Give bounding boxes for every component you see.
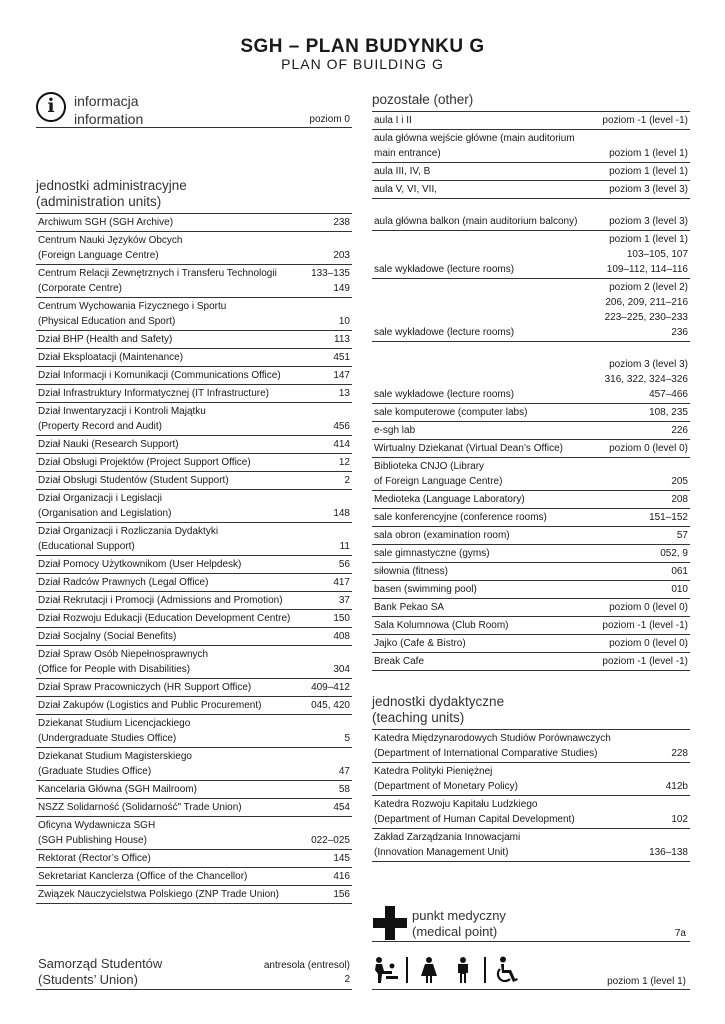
row-location: 416 xyxy=(333,871,350,882)
row-name: Zakład Zarządzania Innowacjami (Innovation Management Unit) xyxy=(374,832,521,858)
info-icon: i xyxy=(36,92,66,122)
table-row xyxy=(372,404,690,422)
table-row xyxy=(372,231,690,279)
other-section xyxy=(372,92,690,671)
row-name: aula I i II xyxy=(374,115,412,126)
row-name: Dział Rozwoju Edukacji (Education Development Centre) xyxy=(38,613,291,624)
teaching-units-table xyxy=(372,730,690,862)
table-row xyxy=(372,617,690,635)
table-row xyxy=(372,509,690,527)
medical-point-label: punkt medyczny xyxy=(412,908,506,923)
row-location: 13 xyxy=(338,388,350,399)
row-name: Rektorat (Rector’s Office) xyxy=(38,853,151,864)
table-row xyxy=(36,436,352,454)
row-name: sale wykładowe (lecture rooms) xyxy=(374,264,515,275)
row-location: 208 xyxy=(671,494,688,505)
row-name: Dział Nauki (Research Support) xyxy=(38,439,179,450)
row-name: Dział Socjalny (Social Benefits) xyxy=(38,631,177,642)
row-name: Katedra Polityki Pieniężnej (Department of Monetary Policy) xyxy=(374,766,518,792)
row-location: 10 xyxy=(338,316,350,327)
table-row xyxy=(36,349,352,367)
table-row xyxy=(372,112,690,130)
table-row xyxy=(372,491,690,509)
row-location: poziom -1 (level -1) xyxy=(602,620,688,631)
row-location: 228 xyxy=(671,748,688,759)
row-location: 454 xyxy=(333,802,350,813)
table-row xyxy=(36,367,352,385)
students-union-name: Samorząd Studentów xyxy=(38,956,163,971)
row-name: Dział Obsługi Projektów (Project Support Office) xyxy=(38,457,251,468)
table-row xyxy=(36,385,352,403)
row-location: poziom -1 (level -1) xyxy=(602,115,688,126)
row-location: 226 xyxy=(671,425,688,436)
table-row xyxy=(36,574,352,592)
row-name: Dziekanat Studium Magisterskiego (Graduate Studies Office) xyxy=(38,751,192,777)
row-location: 145 xyxy=(333,853,350,864)
row-location: 11 xyxy=(339,541,350,552)
row-location: 133–135 149 xyxy=(311,268,350,294)
row-location: 417 xyxy=(333,577,350,588)
other-heading: pozostałe (other) xyxy=(372,92,690,112)
row-location: poziom 1 (level 1) 103–105, 107 109–112, 114–116 xyxy=(606,234,688,275)
row-name: Dziekanat Studium Licencjackiego (Undergraduate Studies Office) xyxy=(38,718,191,744)
teaching-units-heading: jednostki dydaktyczne (teaching units) xyxy=(372,694,690,730)
table-row xyxy=(372,440,690,458)
restrooms xyxy=(372,956,690,990)
row-location: 56 xyxy=(338,559,350,570)
row-location: poziom 0 (level 0) xyxy=(609,638,688,649)
row-location: 412b xyxy=(665,781,688,792)
row-name: Dział Eksploatacji (Maintenance) xyxy=(38,352,184,363)
table-row xyxy=(36,403,352,436)
table-row xyxy=(372,763,690,796)
row-location: 203 xyxy=(333,250,350,261)
row-location: 045, 420 xyxy=(311,700,350,711)
row-name: Biblioteka CNJO (Library of Foreign Language Centre) xyxy=(374,461,503,487)
row-location: 408 xyxy=(333,631,350,642)
table-row xyxy=(36,799,352,817)
row-name: aula główna wejście główne (main auditorium main entrance) xyxy=(374,133,575,159)
row-location: 022–025 xyxy=(311,835,350,846)
row-name: Dział Obsługi Studentów (Student Support) xyxy=(38,475,229,486)
information-level: poziom 0 xyxy=(309,114,350,125)
row-location: 414 xyxy=(333,439,350,450)
table-row xyxy=(36,679,352,697)
table-row xyxy=(372,829,690,862)
medical-point-label-en: (medical point) xyxy=(412,924,498,939)
row-name: Jajko (Cafe & Bistro) xyxy=(374,638,466,649)
table-row xyxy=(36,817,352,850)
row-name: Dział Organizacji i Rozliczania Dydaktyki (Educational Support) xyxy=(38,526,219,552)
row-location: 148 xyxy=(333,508,350,519)
row-location: 147 xyxy=(333,370,350,381)
admin-units-section xyxy=(36,178,352,904)
table-row xyxy=(36,490,352,523)
restrooms-level: poziom 1 (level 1) xyxy=(607,976,686,987)
table-row xyxy=(36,628,352,646)
row-location: 37 xyxy=(338,595,350,606)
table-row xyxy=(36,592,352,610)
table-row xyxy=(36,556,352,574)
row-name: Centrum Nauki Języków Obcych (Foreign Language Centre) xyxy=(38,235,183,261)
row-location: 136–138 xyxy=(649,847,688,858)
table-row xyxy=(372,527,690,545)
row-spacer xyxy=(372,342,690,356)
row-location: 205 xyxy=(671,476,688,487)
row-name: Dział Zakupów (Logistics and Public Procurement) xyxy=(38,700,262,711)
table-row xyxy=(372,635,690,653)
row-location: poziom 1 (level 1) xyxy=(609,148,688,159)
row-name: Wirtualny Dziekanat (Virtual Dean’s Office) xyxy=(374,443,563,454)
table-row xyxy=(36,331,352,349)
table-row xyxy=(36,646,352,679)
students-union xyxy=(36,956,352,990)
information-point xyxy=(36,92,352,128)
row-name: sale konferencyjne (conference rooms) xyxy=(374,512,547,523)
row-location: 238 xyxy=(333,217,350,228)
table-row xyxy=(372,163,690,181)
table-row xyxy=(372,796,690,829)
table-row xyxy=(36,715,352,748)
row-name: sale gimnastyczne (gyms) xyxy=(374,548,490,559)
row-name: Sala Kolumnowa (Club Room) xyxy=(374,620,509,631)
table-row xyxy=(372,545,690,563)
table-row xyxy=(372,181,690,199)
table-row xyxy=(36,748,352,781)
students-union-name-en: (Students’ Union) xyxy=(38,972,138,987)
separator xyxy=(484,957,486,983)
table-row xyxy=(36,298,352,331)
row-name: Dział Pomocy Użytkownikom (User Helpdesk) xyxy=(38,559,242,570)
row-name: sale wykładowe (lecture rooms) xyxy=(374,327,515,338)
table-row xyxy=(372,599,690,617)
row-name: Archiwum SGH (SGH Archive) xyxy=(38,217,174,228)
row-spacer xyxy=(372,199,690,213)
admin-units-table xyxy=(36,214,352,904)
row-name: NSZZ Solidarność (Solidarność" Trade Union) xyxy=(38,802,242,813)
table-row xyxy=(372,356,690,404)
table-row xyxy=(372,563,690,581)
row-name: Dział Informacji i Komunikacji (Communications Office) xyxy=(38,370,281,381)
table-row xyxy=(36,523,352,556)
row-location: poziom 2 (level 2) 206, 209, 211–216 223–225, 230–233 236 xyxy=(604,282,688,338)
row-name: sale wykładowe (lecture rooms) xyxy=(374,389,515,400)
row-location: poziom 3 (level 3) xyxy=(609,184,688,195)
table-row xyxy=(36,265,352,298)
row-name: Dział Radców Prawnych (Legal Office) xyxy=(38,577,209,588)
medical-point-room: 7a xyxy=(674,928,686,939)
row-location: poziom -1 (level -1) xyxy=(602,656,688,667)
row-name: Oficyna Wydawnicza SGH (SGH Publishing House) xyxy=(38,820,156,846)
row-name: Dział BHP (Health and Safety) xyxy=(38,334,173,345)
row-location: 456 xyxy=(333,421,350,432)
row-name: sale komputerowe (computer labs) xyxy=(374,407,528,418)
students-union-location: antresola (entresol) 2 xyxy=(263,960,350,985)
row-name: Związek Nauczycielstwa Polskiego (ZNP Trade Union) xyxy=(38,889,280,900)
row-location: 5 xyxy=(344,733,350,744)
row-name: Bank Pekao SA xyxy=(374,602,445,613)
table-row xyxy=(372,730,690,763)
row-name: Centrum Relacji Zewnętrznych i Transferu Technologii (Corporate Centre) xyxy=(38,268,277,294)
table-row xyxy=(36,232,352,265)
row-location: 451 xyxy=(333,352,350,363)
row-location: poziom 1 (level 1) xyxy=(609,166,688,177)
medical-point xyxy=(372,906,690,942)
row-name: sala obron (examination room) xyxy=(374,530,510,541)
row-location: 47 xyxy=(338,766,350,777)
row-name: basen (swimming pool) xyxy=(374,584,477,595)
row-name: Dział Organizacji i Legislacji (Organisation and Legislation) xyxy=(38,493,172,519)
separator xyxy=(406,957,408,983)
row-location: 061 xyxy=(671,566,688,577)
information-label: informacja information xyxy=(74,93,144,127)
row-name: Sekretariat Kanclerza (Office of the Chancellor) xyxy=(38,871,248,882)
row-location: 052, 9 xyxy=(660,548,688,559)
row-location: 150 xyxy=(333,613,350,624)
page-subtitle: PLAN OF BUILDING G xyxy=(281,56,444,72)
row-name: Centrum Wychowania Fizycznego i Sportu (Physical Education and Sport) xyxy=(38,301,227,327)
row-name: Dział Spraw Osób Niepełnosprawnych (Office for People with Disabilities) xyxy=(38,649,209,675)
row-location: poziom 0 (level 0) xyxy=(609,602,688,613)
row-name: Break Cafe xyxy=(374,656,425,667)
row-name: Katedra Międzynarodowych Studiów Porównawczych (Department of International Comparative Studies) xyxy=(374,733,611,759)
row-name: Dział Rekrutacji i Promocji (Admissions and Promotion) xyxy=(38,595,283,606)
table-row xyxy=(372,213,690,231)
row-name: Medioteka (Language Laboratory) xyxy=(374,494,525,505)
row-name: siłownia (fitness) xyxy=(374,566,448,577)
row-location: 12 xyxy=(338,457,350,468)
row-location: poziom 3 (level 3) 316, 322, 324–326 457–466 xyxy=(604,359,688,400)
other-table xyxy=(372,112,690,671)
row-name: Dział Infrastruktury Informatycznej (IT Infrastructure) xyxy=(38,388,269,399)
row-location: 010 xyxy=(671,584,688,595)
row-location: 57 xyxy=(676,530,688,541)
row-location: 2 xyxy=(344,475,350,486)
row-location: 409–412 xyxy=(311,682,350,693)
admin-units-heading: jednostki administracyjne (administration units) xyxy=(36,178,352,214)
table-row xyxy=(372,279,690,342)
men-icon xyxy=(450,956,476,984)
row-location: 113 xyxy=(334,334,350,345)
row-name: Dział Inwentaryzacji i Kontroli Majątku (Property Record and Audit) xyxy=(38,406,206,432)
row-name: aula główna balkon (main auditorium balcony) xyxy=(374,216,578,227)
table-row xyxy=(36,850,352,868)
row-location: 108, 235 xyxy=(649,407,688,418)
table-row xyxy=(372,653,690,671)
row-location: 102 xyxy=(671,814,688,825)
row-location: 156 xyxy=(333,889,350,900)
row-name: aula III, IV, B xyxy=(374,166,431,177)
table-row xyxy=(36,610,352,628)
table-row xyxy=(372,458,690,491)
row-name: e-sgh lab xyxy=(374,425,416,436)
table-row xyxy=(36,781,352,799)
row-location: poziom 0 (level 0) xyxy=(609,443,688,454)
table-row xyxy=(372,422,690,440)
wheelchair-icon xyxy=(494,956,520,984)
page-title: SGH – PLAN BUDYNKU G xyxy=(240,36,485,57)
row-name: Kancelaria Główna (SGH Mailroom) xyxy=(38,784,197,795)
table-row xyxy=(36,886,352,904)
baby-changing-icon xyxy=(372,956,398,984)
women-icon xyxy=(416,956,442,984)
row-location: 304 xyxy=(333,664,350,675)
table-row xyxy=(372,581,690,599)
table-row xyxy=(36,214,352,232)
row-location: 151–152 xyxy=(649,512,688,523)
table-row xyxy=(36,697,352,715)
teaching-units-section xyxy=(372,694,690,862)
table-row xyxy=(372,130,690,163)
table-row xyxy=(36,472,352,490)
row-location: poziom 3 (level 3) xyxy=(609,216,688,227)
row-name: Katedra Rozwoju Kapitału Ludzkiego (Department of Human Capital Development) xyxy=(374,799,575,825)
row-location: 58 xyxy=(338,784,350,795)
table-row xyxy=(36,454,352,472)
table-row xyxy=(36,868,352,886)
row-name: Dział Spraw Pracowniczych (HR Support Office) xyxy=(38,682,252,693)
row-name: aula V, VI, VII, xyxy=(374,184,438,195)
